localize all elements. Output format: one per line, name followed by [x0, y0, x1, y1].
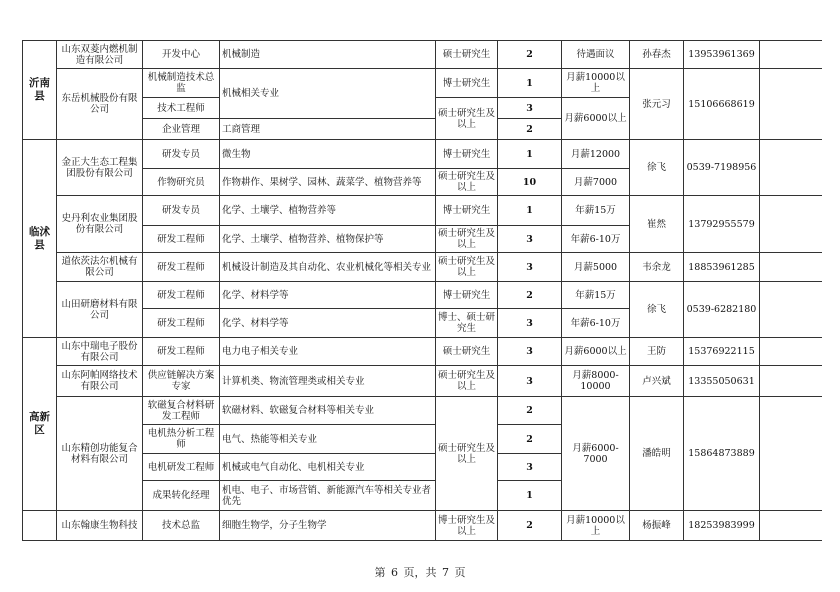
table-row [23, 253, 823, 282]
table-row [23, 511, 823, 541]
position-cell: 企业管理 [143, 119, 220, 140]
footer-prefix: 第 [374, 566, 386, 579]
education-cell: 硕士研究生及以上 [436, 397, 498, 511]
headcount-cell: 3 [498, 253, 562, 282]
education-cell: 博士研究生及以上 [436, 511, 498, 541]
contact-cell: 卢兴斌 [630, 366, 684, 397]
major-cell: 电气、热能等相关专业 [220, 425, 436, 454]
major-cell: 化学、材料学等 [220, 309, 436, 338]
education-cell: 硕士研究生 [436, 338, 498, 366]
salary-cell: 年薪15万 [562, 196, 630, 226]
position-cell: 技术总监 [143, 511, 220, 541]
company-cell: 道依茨法尔机械有限公司 [57, 253, 143, 282]
footer-page-number: 6 [391, 566, 398, 579]
company-cell: 山东翰康生物科技 [57, 511, 143, 541]
major-cell: 化学、土壤学、植物营养等 [220, 196, 436, 226]
major-cell: 化学、材料学等 [220, 282, 436, 309]
position-cell: 供应链解决方案专家 [143, 366, 220, 397]
blank-cell [760, 282, 823, 338]
salary-cell: 月薪6000以上 [562, 338, 630, 366]
headcount-cell: 1 [498, 481, 562, 511]
table-row [23, 41, 823, 69]
salary-cell: 月薪6000-7000 [562, 397, 630, 511]
page-footer [0, 564, 840, 580]
footer-mid: 页，共 [403, 566, 437, 579]
headcount-cell: 1 [498, 140, 562, 169]
headcount-cell: 3 [498, 366, 562, 397]
major-cell: 微生物 [220, 140, 436, 169]
headcount-cell: 3 [498, 338, 562, 366]
phone-cell: 15864873889 [684, 397, 760, 511]
salary-cell: 月薪6000以上 [562, 98, 630, 140]
footer-total-pages: 7 [442, 566, 449, 579]
table-row [23, 366, 823, 397]
company-cell: 史丹利农业集团股份有限公司 [57, 196, 143, 253]
education-cell: 博士研究生 [436, 69, 498, 98]
education-cell: 博士研究生 [436, 140, 498, 169]
major-cell: 电力电子相关专业 [220, 338, 436, 366]
education-cell: 博士研究生 [436, 196, 498, 226]
blank-cell [760, 41, 823, 69]
contact-cell: 孙春杰 [630, 41, 684, 69]
education-cell: 硕士研究生及以上 [436, 253, 498, 282]
region-linshu: 临沭县 [23, 140, 57, 338]
headcount-cell: 1 [498, 69, 562, 98]
education-cell: 硕士研究生及以上 [436, 98, 498, 140]
major-cell: 化学、土壤学、植物营养、植物保护等 [220, 226, 436, 253]
blank-cell [760, 338, 823, 366]
contact-cell: 徐飞 [630, 140, 684, 196]
headcount-cell: 10 [498, 169, 562, 196]
region-cell-partial [23, 511, 57, 541]
table-row [23, 69, 823, 98]
company-cell: 金正大生态工程集团股份有限公司 [57, 140, 143, 196]
major-cell: 机械相关专业 [220, 69, 436, 119]
major-cell: 机械设计制造及其自动化、农业机械化等相关专业 [220, 253, 436, 282]
major-cell: 机械或电气自动化、电机相关专业 [220, 454, 436, 481]
blank-cell [760, 196, 823, 253]
phone-cell: 0539-6282180 [684, 282, 760, 338]
contact-cell: 徐飞 [630, 282, 684, 338]
footer-suffix: 页 [454, 566, 466, 579]
blank-cell [760, 366, 823, 397]
phone-cell: 15106668619 [684, 69, 760, 140]
headcount-cell: 1 [498, 196, 562, 226]
headcount-cell: 3 [498, 309, 562, 338]
headcount-cell: 2 [498, 511, 562, 541]
salary-cell: 月薪7000 [562, 169, 630, 196]
education-cell: 硕士研究生 [436, 41, 498, 69]
company-cell: 山东中瑞电子股份有限公司 [57, 338, 143, 366]
phone-cell: 13953961369 [684, 41, 760, 69]
major-cell: 工商管理 [220, 119, 436, 140]
position-cell: 研发工程师 [143, 226, 220, 253]
phone-cell: 15376922115 [684, 338, 760, 366]
contact-cell: 张元习 [630, 69, 684, 140]
company-cell: 山东阿帕网络技术有限公司 [57, 366, 143, 397]
position-cell: 开发中心 [143, 41, 220, 69]
region-gaoxin: 高新区 [23, 338, 57, 511]
position-cell: 研发专员 [143, 196, 220, 226]
phone-cell: 13792955579 [684, 196, 760, 253]
recruitment-table [22, 40, 822, 541]
blank-cell [760, 69, 823, 140]
headcount-cell: 3 [498, 226, 562, 253]
major-cell: 细胞生物学，分子生物学 [220, 511, 436, 541]
region-yinan: 沂南县 [23, 41, 57, 140]
salary-cell: 年薪6-10万 [562, 309, 630, 338]
company-cell: 山东双菱内燃机制造有限公司 [57, 41, 143, 69]
education-cell: 硕士研究生及以上 [436, 366, 498, 397]
salary-cell: 年薪15万 [562, 282, 630, 309]
headcount-cell: 3 [498, 454, 562, 481]
position-cell: 研发工程师 [143, 282, 220, 309]
phone-cell: 13355050631 [684, 366, 760, 397]
company-cell: 东岳机械股份有限公司 [57, 69, 143, 140]
salary-cell: 待遇面议 [562, 41, 630, 69]
contact-cell: 杨振峰 [630, 511, 684, 541]
company-cell: 山东精创功能复合材料有限公司 [57, 397, 143, 511]
education-cell: 硕士研究生及以上 [436, 226, 498, 253]
salary-cell: 月薪10000以上 [562, 69, 630, 98]
position-cell: 电机研发工程师 [143, 454, 220, 481]
headcount-cell: 3 [498, 98, 562, 119]
education-cell: 博士研究生 [436, 282, 498, 309]
education-cell: 硕士研究生及以上 [436, 169, 498, 196]
position-cell: 软磁复合材料研发工程师 [143, 397, 220, 425]
position-cell: 作物研究员 [143, 169, 220, 196]
blank-cell [760, 253, 823, 282]
salary-cell: 月薪8000-10000 [562, 366, 630, 397]
major-cell: 软磁材料、软磁复合材料等相关专业 [220, 397, 436, 425]
blank-cell [760, 397, 823, 511]
phone-cell: 18253983999 [684, 511, 760, 541]
headcount-cell: 2 [498, 425, 562, 454]
phone-cell: 0539-7198956 [684, 140, 760, 196]
contact-cell: 韦余龙 [630, 253, 684, 282]
major-cell: 作物耕作、果树学、园林、蔬菜学、植物营养等 [220, 169, 436, 196]
salary-cell: 年薪6-10万 [562, 226, 630, 253]
salary-cell: 月薪10000以上 [562, 511, 630, 541]
major-cell: 机械制造 [220, 41, 436, 69]
salary-cell: 月薪12000 [562, 140, 630, 169]
position-cell: 成果转化经理 [143, 481, 220, 511]
headcount-cell: 2 [498, 282, 562, 309]
table-row [23, 338, 823, 366]
position-cell: 研发工程师 [143, 253, 220, 282]
contact-cell: 潘皓明 [630, 397, 684, 511]
headcount-cell: 2 [498, 397, 562, 425]
headcount-cell: 2 [498, 119, 562, 140]
table-row [23, 140, 823, 169]
major-cell: 计算机类、物流管理类或相关专业 [220, 366, 436, 397]
salary-cell: 月薪5000 [562, 253, 630, 282]
position-cell: 机械制造技术总监 [143, 69, 220, 98]
table-row [23, 397, 823, 425]
position-cell: 技术工程师 [143, 98, 220, 119]
major-cell: 机电、电子、市场营销、新能源汽车等相关专业者优先 [220, 481, 436, 511]
table-row [23, 196, 823, 226]
blank-cell [760, 511, 823, 541]
contact-cell: 崔然 [630, 196, 684, 253]
table-row [23, 282, 823, 309]
position-cell: 电机热分析工程师 [143, 425, 220, 454]
contact-cell: 王防 [630, 338, 684, 366]
blank-cell [760, 140, 823, 196]
position-cell: 研发工程师 [143, 309, 220, 338]
position-cell: 研发工程师 [143, 338, 220, 366]
phone-cell: 18853961285 [684, 253, 760, 282]
education-cell: 博士、硕士研究生 [436, 309, 498, 338]
company-cell: 山田研磨材料有限公司 [57, 282, 143, 338]
position-cell: 研发专员 [143, 140, 220, 169]
recruitment-table-wrapper [22, 40, 822, 541]
headcount-cell: 2 [498, 41, 562, 69]
